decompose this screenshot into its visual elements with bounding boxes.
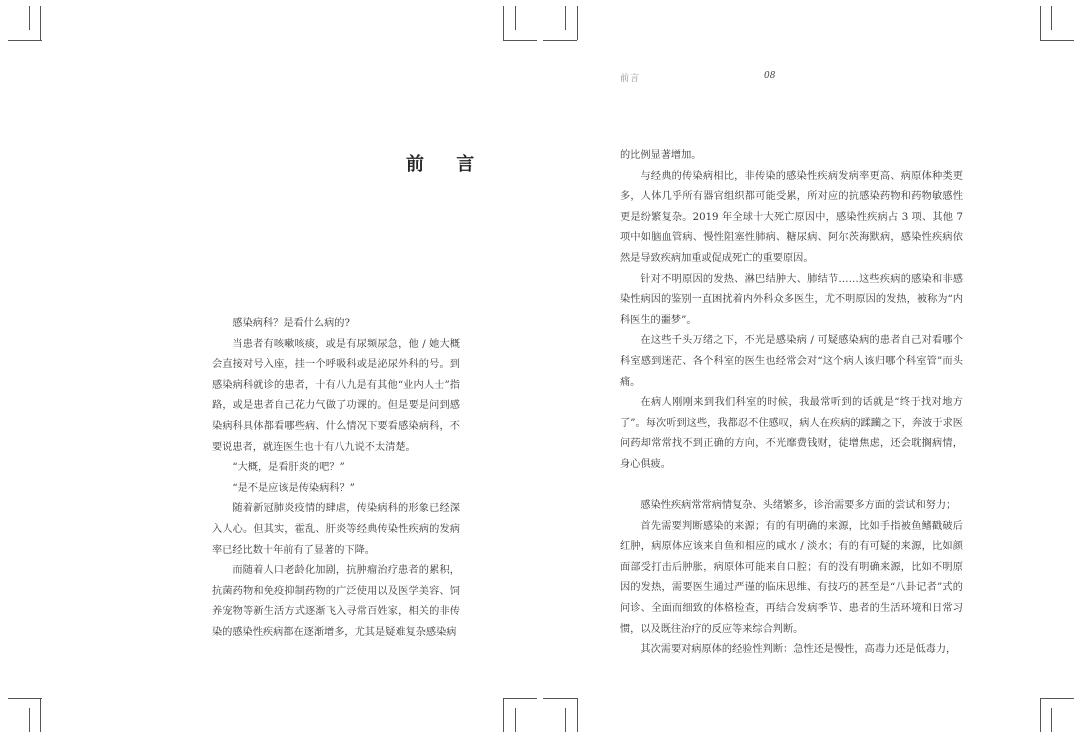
paragraph: 与经典的传染病相比，非传染的感染性疾病发病率更高、病原体种类更多，人体几乎所有器官组织都可能受累，所对应的抗感染药物和药物敏感性更是纷繁复杂。2019 年全球十大死亡原因中，感染性疾病占 3 项、其他 7 项中如脑血管病、慢性阻塞性肺病、糖尿病、阿尔茨海默病，感染性疾病依然是导致疾病加重或促成死亡的重要原因。	[620, 170, 963, 264]
paragraph: 其次需要对病原体的经验性判断：急性还是慢性，高毒力还是低毒力，	[640, 644, 957, 656]
paragraph: “是不是应该是传染病科？”	[232, 482, 355, 494]
crop-mark	[1051, 6, 1052, 30]
crop-mark	[29, 6, 30, 30]
crop-mark	[1040, 698, 1074, 699]
crop-mark	[577, 698, 578, 732]
crop-mark	[515, 6, 516, 30]
crop-mark	[8, 40, 42, 41]
paragraph: “大概，是看肝炎的吧？”	[232, 462, 345, 474]
crop-mark	[543, 40, 577, 41]
crop-mark	[503, 698, 537, 699]
paragraph: 首先需要判断感染的来源；有的有明确的来源，比如手指被鱼鳍戳破后红肿，病原体应该来自鱼和相应的咸水 / 淡水；有的有可疑的来源，比如颜面部受打击后肿胀，病原体可能来自口腔；有的没有明确来源，比如不明原因的发热，需要医生通过严谨的临床思维、有技巧的甚至是“八卦记者”式的问诊、全面而细致的体格检查，再结合发病季节、患者的生活环境和日常习惯，以及既往治疗的反应等来综合判断。	[620, 520, 963, 635]
crop-mark	[1040, 6, 1041, 40]
crop-mark	[1040, 698, 1041, 732]
paragraph-continuation: 的比例显著增加。	[620, 150, 702, 161]
paragraph: 在这些千头万绪之下，不光是感染病 / 可疑感染病的患者自己对看哪个科室感到迷茫、各个科室的医生也经常会对“这个病人该归哪个科室管”而头痛。	[620, 335, 963, 388]
crop-mark	[515, 708, 516, 732]
paragraph: 当患者有咳嗽咳痰，或是有尿频尿急，他 / 她大概会直接对号入座，挂一个呼吸科或是泌尿外科的号。到感染病科就诊的患者，十有八九是有其他“业内人士”指路，或是患者自己花力气做了功课的。但是要是问到感染病科具体都看哪些病、什么情况下要看感染病科，不要说患者，就连医生也十有八九说不太清楚。	[212, 338, 460, 453]
paragraph: 针对不明原因的发热、淋巴结肿大、肺结节……这些疾病的感染和非感染性病因的鉴别一直困扰着内外科众多医生，尤不明原因的发热，被称为“内科医生的噩梦”。	[620, 273, 963, 326]
crop-mark	[543, 698, 577, 699]
chapter-title: 前 言	[406, 154, 488, 175]
crop-mark	[565, 6, 566, 30]
right-page-body	[620, 146, 963, 661]
crop-mark	[40, 698, 41, 732]
paragraph: 随着新冠肺炎疫情的肆虐，传染病科的形象已经深入人心。但其实，霍乱、肝炎等经典传染性疾病的发病率已经比数十年前有了显著的下降。	[212, 503, 460, 556]
running-head: 前言	[620, 74, 641, 84]
crop-mark	[29, 708, 30, 732]
crop-mark	[40, 6, 41, 40]
paragraph: 感染性疾病常常病情复杂、头绪繁多，诊治需要多方面的尝试和努力；	[640, 500, 957, 512]
page-number: 08	[764, 71, 776, 81]
crop-mark	[8, 698, 42, 699]
paragraph: 在病人刚刚来到我们科室的时候，我最常听到的话就是“终于找对地方了”。每次听到这些，我都忍不住感叹，病人在疾病的蹂躏之下，奔波于求医问药却常常找不到正确的方向，不光靡费钱财，徒增焦虑，还会耽搁病情，身心俱疲。	[620, 397, 963, 470]
paragraph-gap	[620, 476, 963, 497]
paragraph: 而随着人口老龄化加剧，抗肿瘤治疗患者的累积，抗菌药物和免疫抑制药物的广泛使用以及医学美容、饲养宠物等新生活方式逐渐飞入寻常百姓家，相关的非传染的感染性疾病都在逐渐增多，尤其是疑难复杂感染病	[212, 565, 460, 638]
crop-mark	[503, 40, 537, 41]
left-page-body	[212, 314, 460, 644]
crop-mark	[503, 698, 504, 732]
paragraph: 感染病科？是看什么病的?	[232, 318, 350, 329]
crop-mark	[503, 6, 504, 40]
crop-mark	[577, 6, 578, 40]
crop-mark	[1040, 40, 1074, 41]
crop-mark	[565, 708, 566, 732]
crop-mark	[1051, 708, 1052, 732]
